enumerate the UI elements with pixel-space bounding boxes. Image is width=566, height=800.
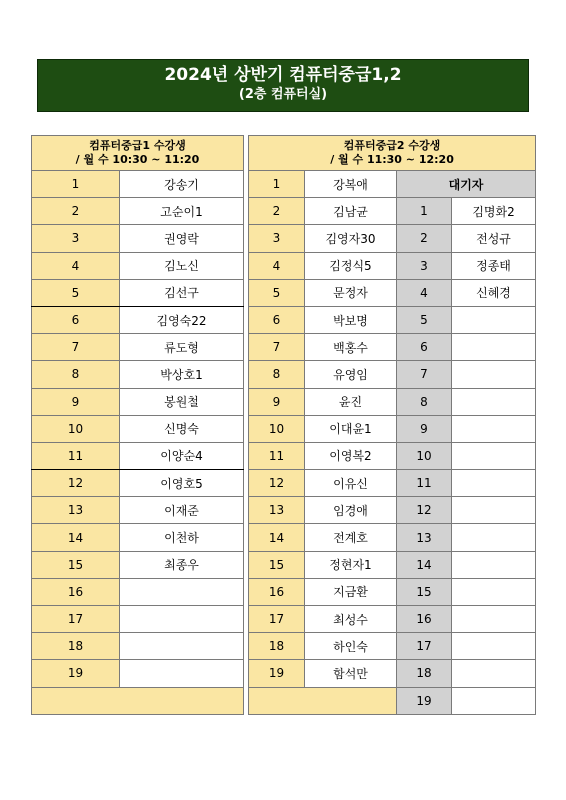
class2-student-name: 문정자 xyxy=(305,279,397,306)
class1-row-number: 1 xyxy=(32,171,120,198)
table-row xyxy=(32,551,244,578)
class1-row-number: 5 xyxy=(32,279,120,306)
class2-row-number: 8 xyxy=(249,361,305,388)
table-row xyxy=(249,606,536,633)
table-row xyxy=(32,660,244,687)
table-row xyxy=(249,225,536,252)
class1-roster-table xyxy=(31,135,244,715)
waitlist-name xyxy=(452,334,536,361)
class1-student-name: 김영숙22 xyxy=(120,306,244,333)
class1-title: 컴퓨터중급1 수강생 xyxy=(89,139,186,152)
table-row xyxy=(249,306,536,333)
table-row xyxy=(32,198,244,225)
table-row xyxy=(32,687,244,714)
waitlist-row-number: 17 xyxy=(397,633,452,660)
waitlist-name: 전성규 xyxy=(452,225,536,252)
table-row xyxy=(249,578,536,605)
class1-student-name: 이영호5 xyxy=(120,470,244,497)
waitlist-row-number: 14 xyxy=(397,551,452,578)
class1-row-number: 2 xyxy=(32,198,120,225)
table-row xyxy=(249,551,536,578)
class2-student-name: 함석만 xyxy=(305,660,397,687)
title-banner xyxy=(37,59,529,112)
class1-row-number: 4 xyxy=(32,252,120,279)
class1-student-name: 김노신 xyxy=(120,252,244,279)
class1-student-name xyxy=(120,633,244,660)
table-row xyxy=(249,252,536,279)
class2-row-number: 17 xyxy=(249,606,305,633)
waitlist-name xyxy=(452,497,536,524)
class1-row-number: 13 xyxy=(32,497,120,524)
class2-student-name: 이대윤1 xyxy=(305,415,397,442)
class2-student-name: 최성수 xyxy=(305,606,397,633)
waitlist-name xyxy=(452,524,536,551)
class2-student-name: 김남균 xyxy=(305,198,397,225)
class2-student-name: 강복애 xyxy=(305,171,397,198)
waitlist-name xyxy=(452,660,536,687)
table-row xyxy=(249,470,536,497)
class1-student-name: 고순이1 xyxy=(120,198,244,225)
class2-row-number: 10 xyxy=(249,415,305,442)
table-row xyxy=(32,415,244,442)
table-row xyxy=(32,524,244,551)
class1-footer-cell xyxy=(32,687,244,714)
table-row xyxy=(249,687,536,714)
class2-row-number: 14 xyxy=(249,524,305,551)
table-row xyxy=(32,306,244,333)
class1-row-number: 10 xyxy=(32,415,120,442)
class2-row-number: 18 xyxy=(249,633,305,660)
class2-row-number: 15 xyxy=(249,551,305,578)
waitlist-name: 신혜경 xyxy=(452,279,536,306)
class2-student-name: 유영임 xyxy=(305,361,397,388)
class2-row-number: 16 xyxy=(249,578,305,605)
class2-student-name: 이영복2 xyxy=(305,442,397,469)
table-row xyxy=(32,225,244,252)
waitlist-row-number: 9 xyxy=(397,415,452,442)
table-row xyxy=(32,388,244,415)
class1-student-name: 강송기 xyxy=(120,171,244,198)
class1-row-number: 3 xyxy=(32,225,120,252)
waitlist-row-number: 4 xyxy=(397,279,452,306)
table-row xyxy=(249,361,536,388)
waitlist-row-number: 12 xyxy=(397,497,452,524)
page-subtitle: (2층 컴퓨터실) xyxy=(238,87,328,102)
class2-row-number: 9 xyxy=(249,388,305,415)
waitlist-row-number: 18 xyxy=(397,660,452,687)
waitlist-row-number: 11 xyxy=(397,470,452,497)
class1-student-name xyxy=(120,660,244,687)
class2-row-number: 19 xyxy=(249,660,305,687)
page-title: 2024년 상반기 컴퓨터중급1,2 xyxy=(164,65,402,85)
class2-header xyxy=(249,136,536,171)
waitlist-row-number: 1 xyxy=(397,198,452,225)
class2-student-name: 김영자30 xyxy=(305,225,397,252)
class1-student-name: 이천하 xyxy=(120,524,244,551)
table-row xyxy=(32,442,244,469)
class2-student-name: 윤진 xyxy=(305,388,397,415)
class1-schedule: / 월 수 10:30 ~ 11:20 xyxy=(75,153,200,166)
table-row xyxy=(249,279,536,306)
table-row xyxy=(249,633,536,660)
table-row xyxy=(32,252,244,279)
waitlist-header: 대기자 xyxy=(397,171,536,198)
class1-student-name xyxy=(120,578,244,605)
table-row xyxy=(249,334,536,361)
class1-row-number: 9 xyxy=(32,388,120,415)
table-row xyxy=(249,171,536,198)
class2-row-number: 11 xyxy=(249,442,305,469)
table-row xyxy=(32,171,244,198)
class2-row-number: 7 xyxy=(249,334,305,361)
waitlist-name xyxy=(452,551,536,578)
class2-row-number: 5 xyxy=(249,279,305,306)
waitlist-name xyxy=(452,633,536,660)
waitlist-name xyxy=(452,578,536,605)
class1-row-number: 14 xyxy=(32,524,120,551)
class2-row-number: 2 xyxy=(249,198,305,225)
class2-student-name: 김정식5 xyxy=(305,252,397,279)
class2-schedule: / 월 수 11:30 ~ 12:20 xyxy=(330,153,454,166)
table-row xyxy=(32,606,244,633)
table-row xyxy=(249,660,536,687)
table-row xyxy=(32,361,244,388)
waitlist-row-number: 2 xyxy=(397,225,452,252)
waitlist-name xyxy=(452,388,536,415)
class1-student-name: 최종우 xyxy=(120,551,244,578)
class2-student-name: 하인숙 xyxy=(305,633,397,660)
waitlist-name xyxy=(452,442,536,469)
class2-student-name: 전계호 xyxy=(305,524,397,551)
class2-roster-table xyxy=(248,135,536,715)
waitlist-row-number: 8 xyxy=(397,388,452,415)
waitlist-row-number: 3 xyxy=(397,252,452,279)
table-row xyxy=(32,470,244,497)
class1-student-name: 류도형 xyxy=(120,334,244,361)
table-row xyxy=(249,442,536,469)
table-row xyxy=(249,388,536,415)
table-row xyxy=(249,497,536,524)
class1-row-number: 18 xyxy=(32,633,120,660)
class1-student-name: 봉원철 xyxy=(120,388,244,415)
class2-row-number: 12 xyxy=(249,470,305,497)
class1-student-name xyxy=(120,606,244,633)
waitlist-row-number: 13 xyxy=(397,524,452,551)
waitlist-name: 김명화2 xyxy=(452,198,536,225)
class2-title: 컴퓨터중급2 수강생 xyxy=(343,139,441,152)
waitlist-name xyxy=(452,306,536,333)
waitlist-row-number: 19 xyxy=(397,687,452,714)
waitlist-name xyxy=(452,606,536,633)
waitlist-row-number: 6 xyxy=(397,334,452,361)
class1-header xyxy=(32,136,244,171)
class1-student-name: 이재준 xyxy=(120,497,244,524)
table-row xyxy=(249,524,536,551)
class2-row-number: 4 xyxy=(249,252,305,279)
class1-row-number: 8 xyxy=(32,361,120,388)
class2-footer-cell xyxy=(249,687,397,714)
waitlist-name xyxy=(452,687,536,714)
class1-row-number: 11 xyxy=(32,442,120,469)
class2-row-number: 3 xyxy=(249,225,305,252)
class2-student-name: 박보명 xyxy=(305,306,397,333)
waitlist-row-number: 5 xyxy=(397,306,452,333)
class1-row-number: 7 xyxy=(32,334,120,361)
waitlist-name xyxy=(452,415,536,442)
class1-row-number: 6 xyxy=(32,306,120,333)
waitlist-row-number: 7 xyxy=(397,361,452,388)
class1-student-name: 신명숙 xyxy=(120,415,244,442)
class2-row-number: 1 xyxy=(249,171,305,198)
class2-student-name: 지금환 xyxy=(305,578,397,605)
class2-student-name: 이유신 xyxy=(305,470,397,497)
table-row xyxy=(249,198,536,225)
class1-row-number: 12 xyxy=(32,470,120,497)
class1-row-number: 15 xyxy=(32,551,120,578)
class1-student-name: 이양순4 xyxy=(120,442,244,469)
class1-student-name: 권영락 xyxy=(120,225,244,252)
table-row xyxy=(32,633,244,660)
class2-row-number: 13 xyxy=(249,497,305,524)
waitlist-name: 정종태 xyxy=(452,252,536,279)
class2-student-name: 임경애 xyxy=(305,497,397,524)
class2-student-name: 백홍수 xyxy=(305,334,397,361)
waitlist-name xyxy=(452,470,536,497)
class1-student-name: 김선구 xyxy=(120,279,244,306)
table-row xyxy=(32,497,244,524)
class1-row-number: 16 xyxy=(32,578,120,605)
table-row xyxy=(249,415,536,442)
waitlist-row-number: 16 xyxy=(397,606,452,633)
class1-student-name: 박상호1 xyxy=(120,361,244,388)
table-row xyxy=(32,279,244,306)
table-row xyxy=(32,578,244,605)
waitlist-row-number: 15 xyxy=(397,578,452,605)
class1-row-number: 17 xyxy=(32,606,120,633)
waitlist-name xyxy=(452,361,536,388)
class2-row-number: 6 xyxy=(249,306,305,333)
waitlist-row-number: 10 xyxy=(397,442,452,469)
class2-student-name: 정현자1 xyxy=(305,551,397,578)
class1-row-number: 19 xyxy=(32,660,120,687)
table-row xyxy=(32,334,244,361)
